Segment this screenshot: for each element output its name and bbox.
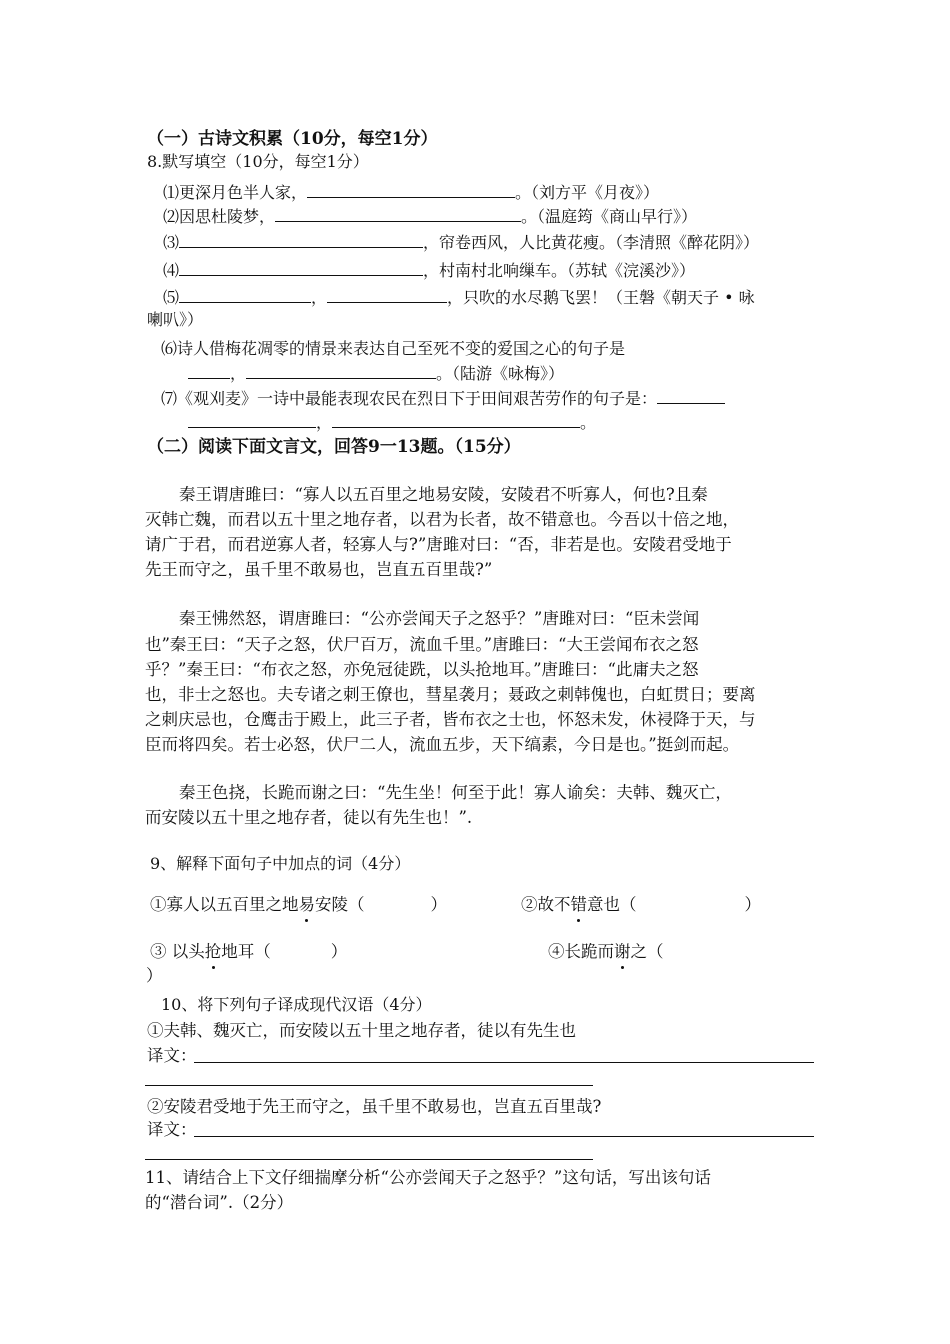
q8-item-5-cont: 喇叭》） (147, 310, 204, 329)
answer-blank[interactable] (246, 361, 436, 379)
passage-line: 乎？”秦王曰：“布衣之怒，亦免冠徒跣，以头抢地耳。”唐雎曰：“此庸夫之怒 (145, 660, 699, 679)
answer-blank[interactable] (332, 410, 580, 428)
answer-blank[interactable] (179, 230, 423, 248)
dotted-word: 抢 (205, 940, 222, 964)
q10-item-2-label: 译文： (147, 1120, 197, 1139)
q9-item-1: ①寡人以五百里之地易安陵（ ） (150, 893, 447, 917)
q8-item-5: ⑸ ， ，只吹的水尽鹅飞罢！（王磐《朝天子 • 咏 (163, 285, 755, 310)
q8-item-6-blanks: ， 。（陆游《咏梅》） (188, 361, 564, 386)
q10-item-1: ①夫韩、魏灭亡，而安陵以五十里之地存者，徒以有先生也 (147, 1021, 576, 1040)
dotted-word: 谢 (614, 940, 631, 964)
passage-line: 秦王谓唐雎曰：“寡人以五百里之地易安陵，安陵君不听寡人，何也?且秦 (179, 485, 708, 504)
answer-blank[interactable] (657, 386, 725, 404)
q9-item-3: ③ 以头抢地耳（ ） (150, 940, 347, 964)
answer-blank[interactable] (275, 204, 521, 222)
answer-blank[interactable] (307, 180, 515, 198)
passage-line: 秦王怫然怒，谓唐雎曰：“公亦尝闻天子之怒乎？”唐雎对曰：“臣未尝闻 (179, 609, 700, 628)
answer-blank[interactable] (188, 361, 230, 379)
answer-line[interactable] (194, 1136, 814, 1137)
answer-blank[interactable] (179, 285, 311, 303)
passage-line: 也”秦王曰：“天子之怒，伏尸百万，流血千里。”唐雎曰：“大王尝闻布衣之怒 (145, 635, 699, 654)
q10-item-2: ②安陵君受地于先王而守之，虽千里不敢易也，岂直五百里哉? (147, 1097, 602, 1116)
q10-item-1-label: 译文： (147, 1046, 197, 1065)
passage-line: 先王而守之，虽千里不敢易也，岂直五百里哉?” (145, 560, 493, 579)
q10-heading: 10、将下列句子译成现代汉语（4分） (161, 995, 432, 1014)
passage-line: 灭韩亡魏，而君以五十里之地存者，以君为长者，故不错意也。今吾以十倍之地， (145, 510, 739, 529)
q9-heading: 9、解释下面句子中加点的词（4分） (150, 854, 411, 873)
answer-blank[interactable] (188, 410, 316, 428)
q11-line-1: 11、请结合上下文仔细揣摩分析“公亦尝闻天子之怒乎？”这句话，写出该句话 (145, 1168, 711, 1187)
q8-item-1: ⑴更深月色半人家， 。（刘方平《月夜》） (163, 180, 659, 205)
passage-line: 秦王色挠，长跪而谢之曰：“先生坐！何至于此！寡人谕矣：夫韩、魏灭亡， (179, 783, 732, 802)
answer-line[interactable] (145, 1159, 593, 1160)
q8-item-4: ⑷ ，村南村北响缫车。（苏轼《浣溪沙》） (163, 258, 695, 283)
answer-blank[interactable] (179, 258, 423, 276)
q8-item-2: ⑵因思杜陵梦， 。（温庭筠《商山早行》） (163, 204, 697, 229)
q8-item-7: ⑺《观刈麦》一诗中最能表现农民在烈日下于田间艰苦劳作的句子是： (161, 386, 725, 411)
answer-blank[interactable] (327, 285, 447, 303)
passage-line: 臣而将四矣。若士必怒，伏尸二人，流血五步，天下缟素，今日是也。”挺剑而起。 (145, 735, 740, 754)
q9-item-4-close: ） (146, 966, 163, 985)
q8-item-3: ⑶ ，帘卷西风，人比黄花瘦。（李清照《醉花阴》） (163, 230, 759, 255)
answer-line[interactable] (194, 1062, 814, 1063)
dotted-word: 错 (571, 893, 588, 917)
q11-line-2: 的“潜台词”.（2分） (145, 1193, 294, 1212)
answer-line[interactable] (145, 1085, 593, 1086)
q8-item-6: ⑹诗人借梅花凋零的情景来表达自己至死不变的爱国之心的句子是 (161, 339, 626, 358)
q8-item-7-blanks: ， 。 (188, 410, 596, 435)
passage-line: 而安陵以五十里之地存者，徒以有先生也！”. (145, 808, 473, 827)
section-title-classical: （二）阅读下面文言文，回答9一13题。（15分） (147, 437, 521, 457)
passage-line: 请广于君，而君逆寡人者，轻寡人与?”唐雎对曰：“否，非若是也。安陵君受地于 (145, 535, 732, 554)
passage-line: 之刺庆忌也，仓鹰击于殿上，此三子者，皆布衣之士也，怀怒未发，休祲降于天，与 (145, 710, 756, 729)
q9-item-4: ④长跪而谢之（ (548, 940, 664, 964)
dotted-word: 易 (299, 893, 316, 917)
section-title-poetry: （一）古诗文积累（10分，每空1分） (147, 129, 438, 149)
q9-item-2: ②故不错意也（ ） (521, 893, 761, 917)
passage-line: 也，非士之怒也。夫专诸之刺王僚也，彗星袭月；聂政之刺韩傀也，白虹贯日；要离 (145, 685, 756, 704)
q8-heading: 8.默写填空（10分，每空1分） (147, 152, 369, 171)
